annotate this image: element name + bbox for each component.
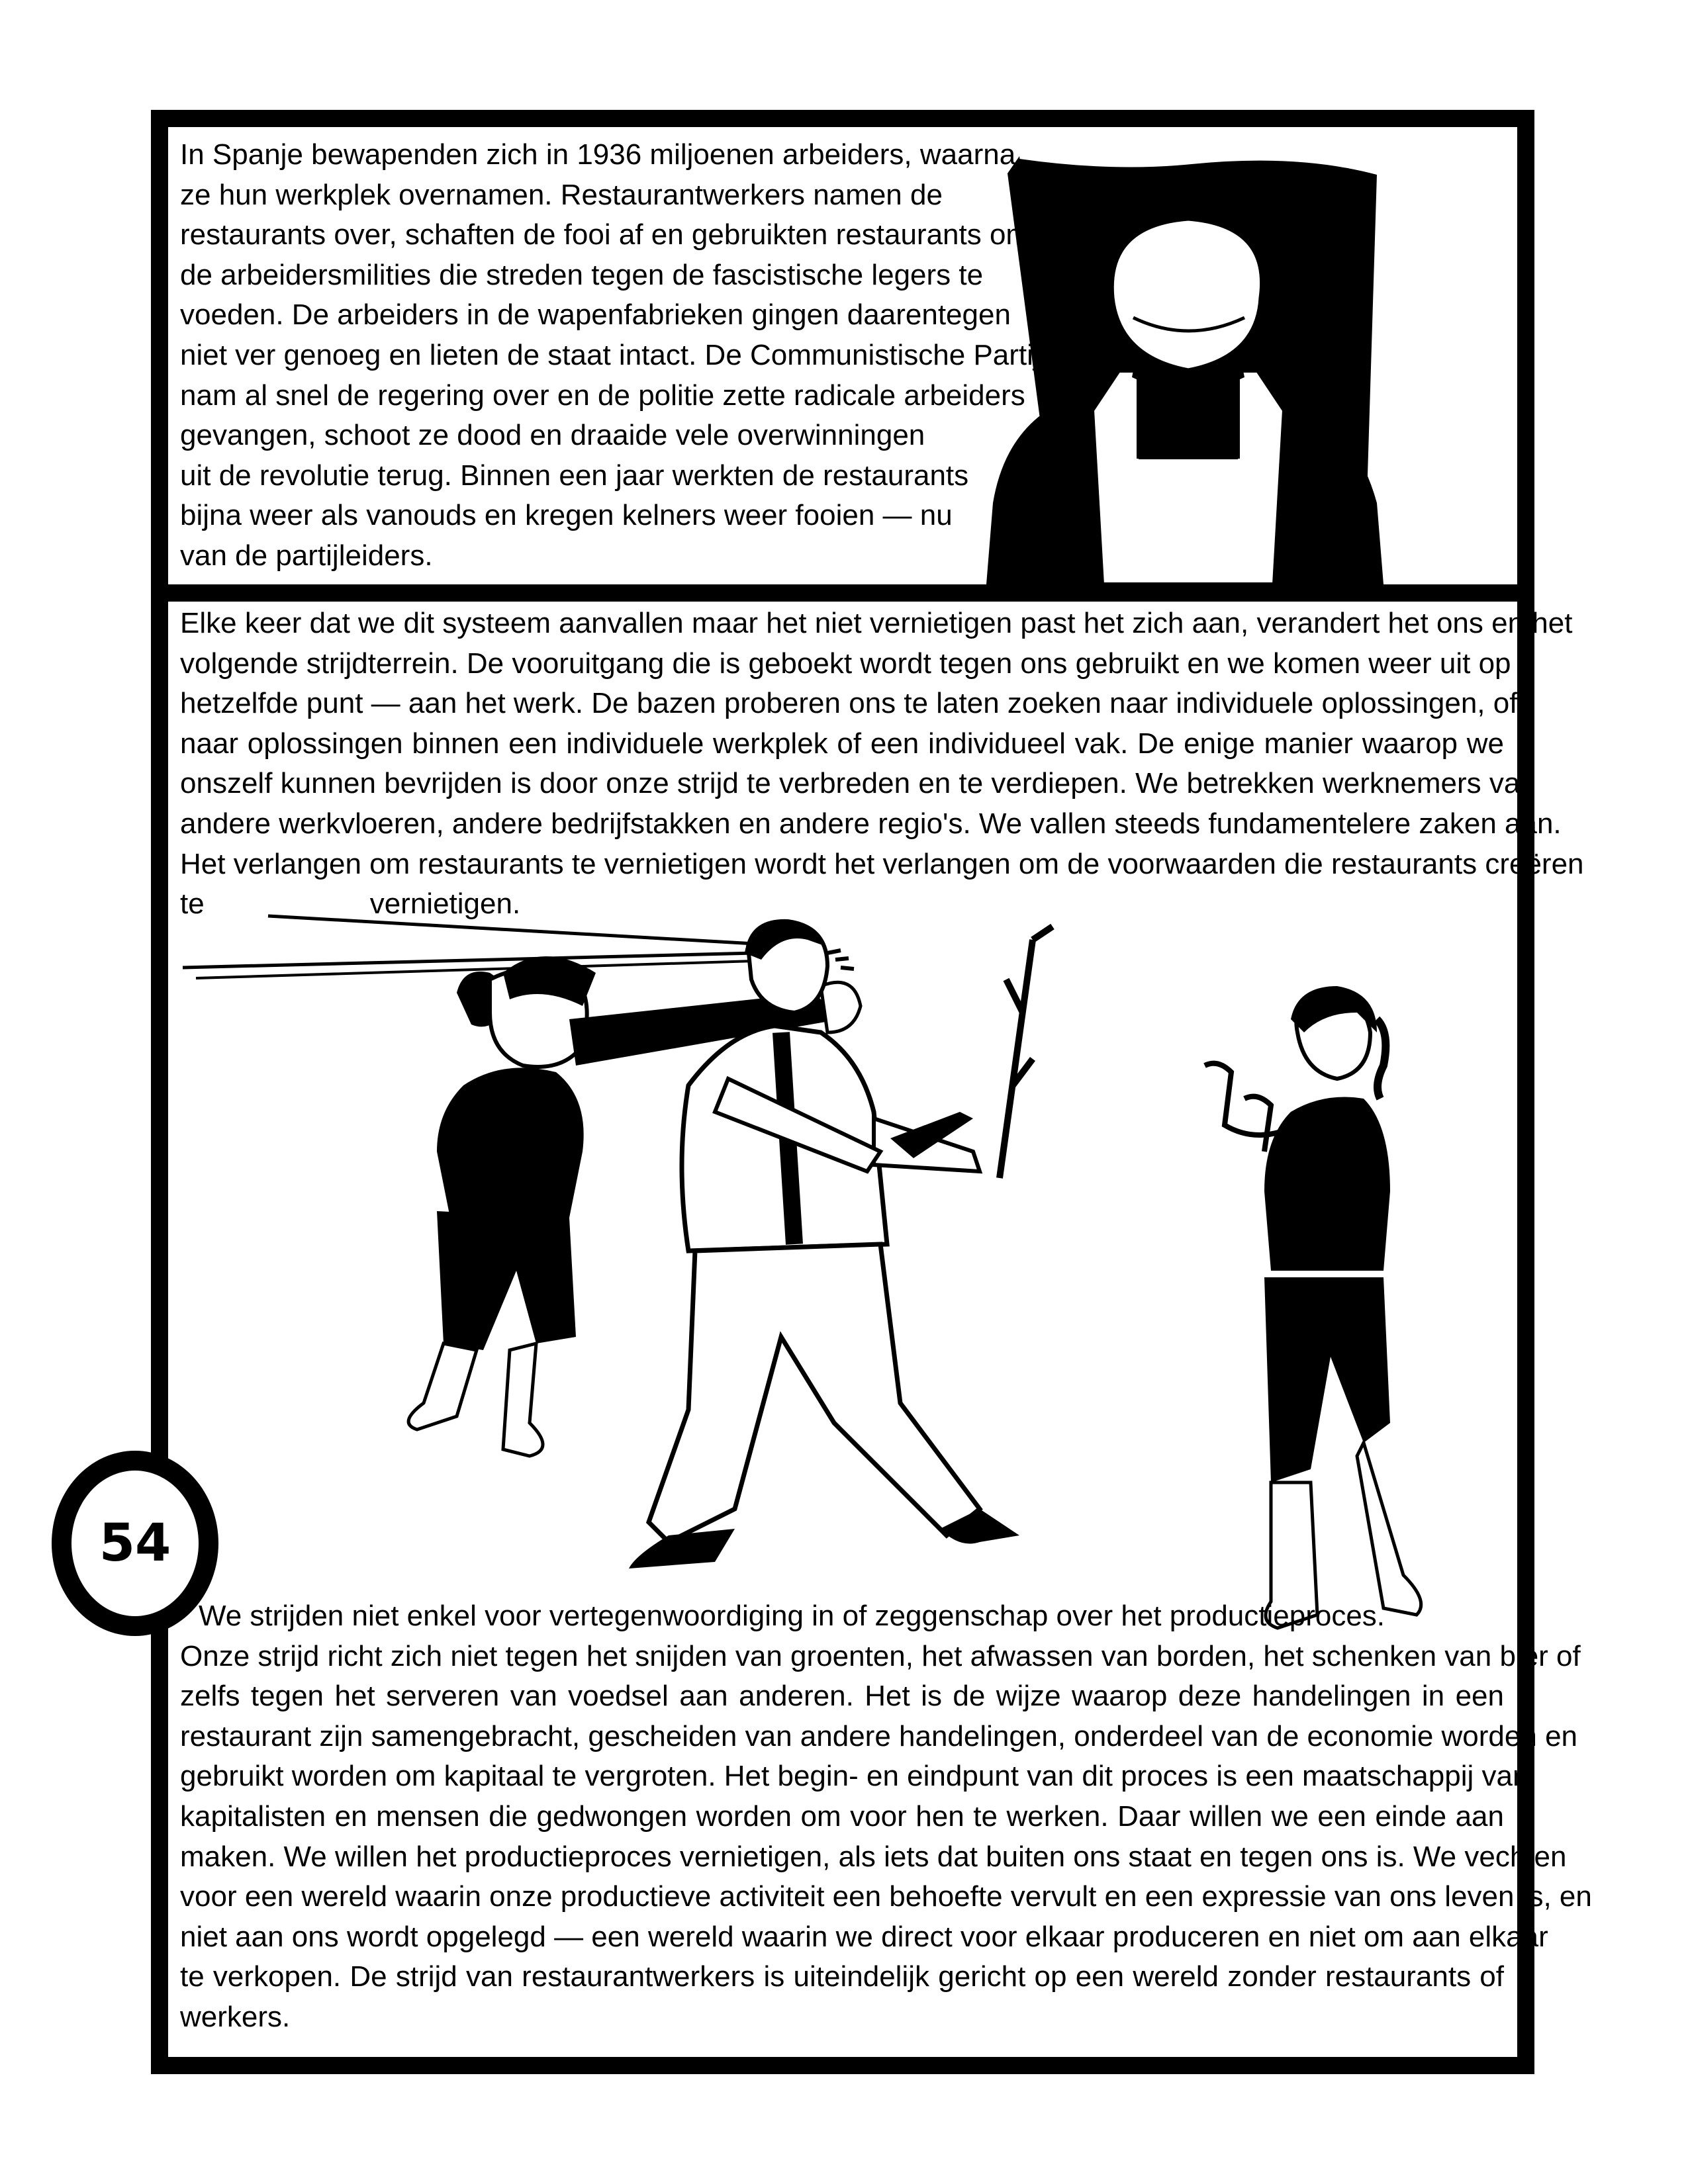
closing-line: maken. We willen het productieproces vernietigen, als iets dat buiten ons staat en tegen ons is. We vechten	[180, 1840, 1567, 1873]
intro-line: In Spanje bewapenden zich in 1936 miljoenen arbeiders, waarna	[180, 138, 1016, 171]
middle-line: andere werkvloeren, andere bedrijfstakken en andere regio's. We vallen steeds fundamentelere zaken aan.	[180, 807, 1562, 840]
closing-paragraph	[180, 1596, 1592, 2038]
intro-line: nam al snel de regering over en de politie zette radicale arbeiders	[180, 379, 1025, 412]
intro-line: bijna weer als vanouds en kregen kelners weer fooien — nu	[180, 499, 953, 532]
middle-line: hetzelfde punt — aan het werk. De bazen proberen ons te laten zoeken naar individuele oplossingen, of	[180, 687, 1518, 720]
closing-line: zelfs tegen het serveren van voedsel aan anderen. Het is de wijze waarop deze handelingen in een	[180, 1680, 1504, 1713]
closing-line: We strijden niet enkel voor vertegenwoordiging in of zeggenschap over het productieproces.	[199, 1600, 1385, 1632]
intro-line: ze hun werkplek overnamen. Restaurantwerkers namen de	[180, 178, 943, 211]
right-fighter-illustration	[1205, 986, 1421, 1628]
middle-paragraph	[180, 604, 1584, 925]
closing-line: niet aan ons wordt opgelegd — een wereld waarin we direct voor elkaar produceren en niet om aan elkaar	[180, 1920, 1548, 1953]
middle-line: Het verlangen om restaurants te vernietigen wordt het verlangen om de voorwaarden die restaurants creëren	[180, 847, 1584, 880]
closing-line: voor een wereld waarin onze productieve activiteit een behoefte vervult en een expressie van ons leven is, en	[180, 1880, 1592, 1913]
closing-line: te verkopen. De strijd van restaurantwerkers is uiteindelijk gericht op een wereld zonder restaurants of	[180, 1960, 1504, 1993]
middle-line: naar oplossingen binnen een individuele werkplek of een individueel vak. De enige manier waarop we	[180, 727, 1504, 760]
page-number: 54	[99, 1514, 171, 1573]
intro-line: van de partijleiders.	[180, 539, 433, 572]
middle-last-start: te	[180, 887, 205, 921]
middle-last-end: vernietigen.	[369, 887, 521, 921]
motion-lines	[183, 916, 755, 978]
intro-paragraph	[180, 135, 1054, 576]
closing-line: werkers.	[180, 2000, 291, 2033]
intro-line: gevangen, schoot ze dood en draaide vele overwinningen	[180, 419, 925, 452]
intro-line: uit de revolutie terug. Binnen een jaar werkten de restaurants	[180, 459, 969, 492]
closing-line: restaurant zijn samengebracht, gescheiden van andere handelingen, onderdeel van de economie worden en	[180, 1719, 1578, 1752]
middle-last-line	[180, 884, 1504, 925]
middle-line: onszelf kunnen bevrijden is door onze strijd te verbreden en te verdiepen. We betrekken werknemers van	[180, 767, 1536, 800]
middle-line: volgende strijdterrein. De vooruitgang die is geboekt wordt tegen ons gebruikt en we komen weer uit op	[180, 647, 1511, 680]
closing-line: kapitalisten en mensen die gedwongen worden om voor hen te werken. Daar willen we een einde aan	[180, 1799, 1504, 1833]
closing-line: Onze strijd richt zich niet tegen het snijden van groenten, het afwassen van borden, het schenken van bier of	[180, 1639, 1581, 1672]
closing-line: gebruikt worden om kapitaal te vergroten. Het begin- en eindpunt van dit proces is een maatschappij van	[180, 1760, 1529, 1793]
middle-line: Elke keer dat we dit systeem aanvallen maar het niet vernietigen past het zich aan, verandert het ons en het	[180, 607, 1573, 639]
intro-line: restaurants over, schaften de fooi af en gebruikten restaurants om	[180, 218, 1031, 251]
page-number-badge	[52, 1451, 218, 1636]
intro-line: de arbeidersmilities die streden tegen de fascistische legers te	[180, 258, 984, 291]
intro-line: niet ver genoeg en lieten de staat intact. De Communistische Partij	[180, 338, 1040, 371]
intro-line: voeden. De arbeiders in de wapenfabrieken gingen daarentegen	[180, 298, 1011, 332]
